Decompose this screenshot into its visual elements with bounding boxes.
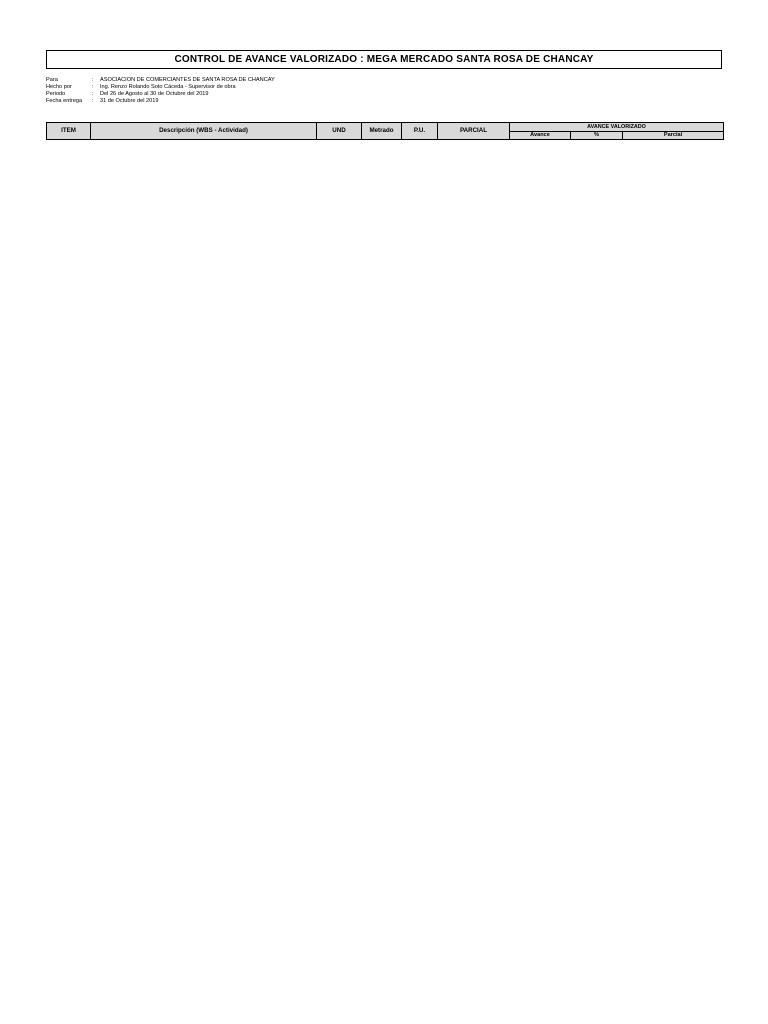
col-header-item: ITEM <box>47 123 91 140</box>
col-header-percent: % <box>571 132 623 140</box>
info-row <box>46 77 646 84</box>
info-value: 31 de Octubre del 2019 <box>100 98 159 104</box>
info-value: Ing. Renzo Rolando Soto Cáceda - Supervisor de obra <box>100 84 236 90</box>
info-label: Periodo <box>46 91 66 97</box>
info-row <box>46 84 646 91</box>
info-label: Hecho por <box>46 84 72 90</box>
col-header-unit: UND <box>317 123 362 140</box>
info-colon: : <box>92 91 94 97</box>
info-label: Fecha entrega <box>46 98 83 104</box>
col-header-parcial: PARCIAL <box>438 123 510 140</box>
document-title: CONTROL DE AVANCE VALORIZADO : MEGA MERCADO SANTA ROSA DE CHANCAY <box>46 50 722 69</box>
info-colon: : <box>92 77 94 83</box>
col-header-metrado: Metrado <box>362 123 402 140</box>
info-value: ASOCIACION DE COMERCIANTES DE SANTA ROSA DE CHANCAY <box>100 77 275 83</box>
col-header-unit-price: P.U. <box>402 123 438 140</box>
header-info <box>46 77 646 105</box>
info-value: Del 26 de Agosto al 30 de Octubre del 2019 <box>100 91 209 97</box>
col-header-avance: Avance <box>510 132 571 140</box>
col-header-description: Descripción (WBS - Actividad) <box>91 123 317 140</box>
info-row <box>46 91 646 98</box>
info-row <box>46 98 646 105</box>
info-label: Para <box>46 77 58 83</box>
col-header-avance-group: AVANCE VALORIZADO <box>510 123 724 132</box>
col-header-parcial-advance: Parcial <box>623 132 724 140</box>
info-colon: : <box>92 98 94 104</box>
valuation-table-1 <box>46 122 724 140</box>
info-colon: : <box>92 84 94 90</box>
